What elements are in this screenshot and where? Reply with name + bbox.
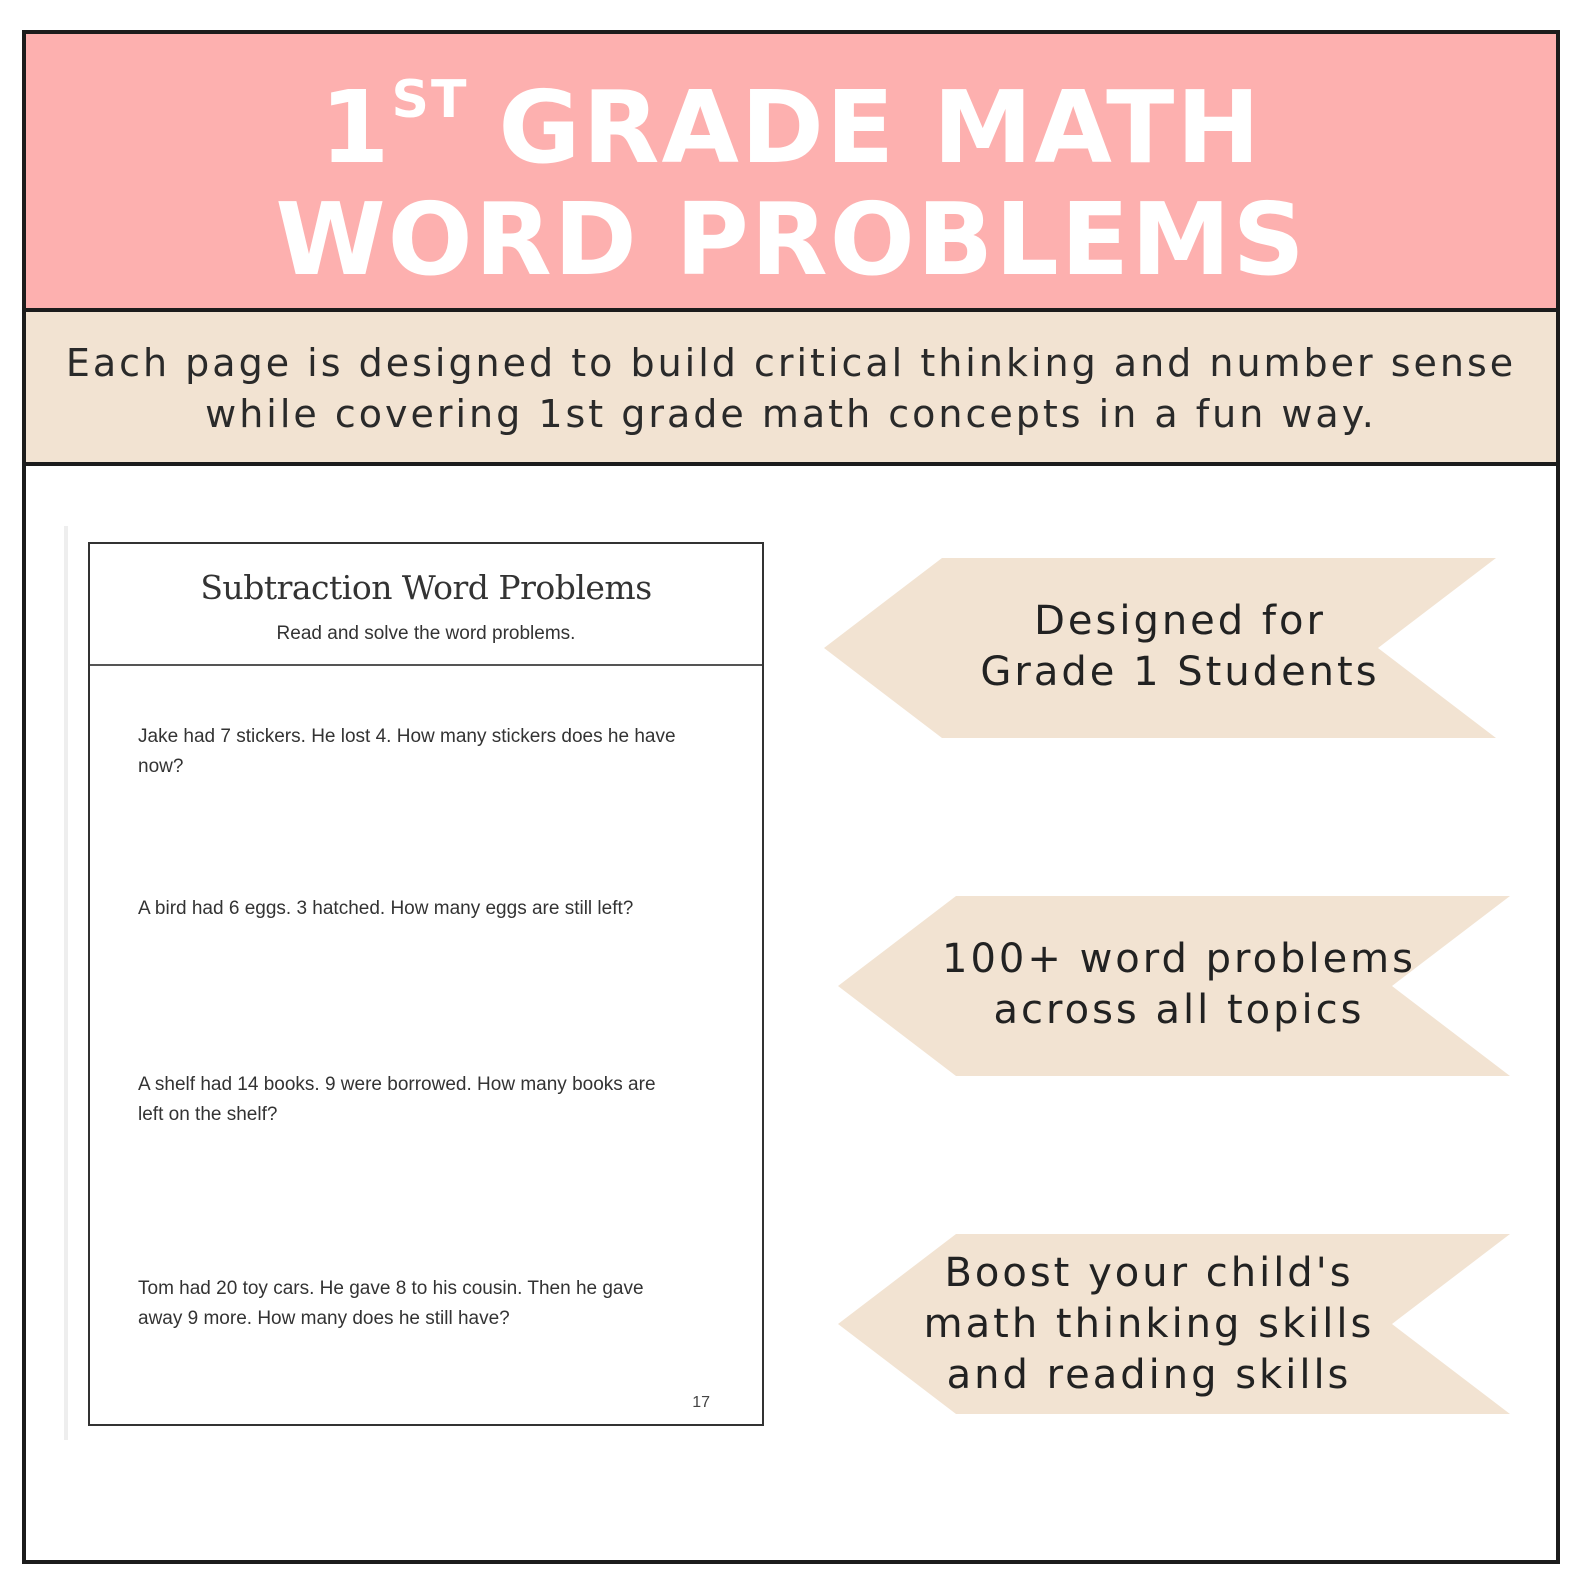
word-problem-line: Jake had 7 stickers. He lost 4. How many stickers does he have [138,726,676,747]
ribbon-text-line: Designed for [1034,598,1326,644]
word-problem [138,722,728,782]
description-line-2: while covering 1st grade math concepts in a fun way. [205,392,1377,436]
word-problem-line: A shelf had 14 books. 9 were borrowed. How many books are [138,1074,656,1095]
word-problem-line: away 9 more. How many does he still have? [138,1308,510,1329]
worksheet-title: Subtraction Word Problems [200,568,652,607]
feature-ribbon-3 [838,1234,1510,1414]
title-line-2: WORD PROBLEMS [275,181,1307,298]
feature-ribbon-1 [824,558,1496,738]
description-line-1: Each page is designed to build critical thinking and number sense [65,341,1517,385]
ribbon-text-line: and reading skills [946,1352,1352,1398]
word-problem [138,894,728,924]
title-banner [26,34,1556,312]
word-problem-line: now? [138,756,184,777]
ribbon-text-line: Grade 1 Students [980,649,1380,695]
worksheet-preview [88,542,764,1426]
ribbon-text-line: math thinking skills [923,1301,1375,1347]
worksheet-header [90,544,762,666]
word-problem-line: Tom had 20 toy cars. He gave 8 to his cousin. Then he gave [138,1278,644,1299]
ribbon-text-line: 100+ word problems [942,936,1416,982]
ribbon-text [848,934,1510,1036]
ribbon-text [864,596,1496,698]
word-problem [138,1274,728,1334]
title-rest: GRADE MATH [498,69,1263,186]
product-frame [22,30,1560,1564]
title-line-1 [26,69,1556,186]
word-problem-line: left on the shelf? [138,1104,278,1125]
ribbon-text-line: across all topics [993,987,1365,1033]
word-problem [138,1070,728,1130]
description-band [26,312,1556,466]
feature-ribbon-2 [838,896,1510,1076]
ribbon-text [838,1248,1460,1401]
ribbon-text-line: Boost your child's [944,1250,1354,1296]
title-number: 1 [319,69,392,186]
word-problem-line: A bird had 6 eggs. 3 hatched. How many eggs are still left? [138,898,634,919]
worksheet-instructions: Read and solve the word problems. [276,623,576,644]
title-ordinal-suffix: ST [391,70,469,130]
page-number: 17 [692,1394,710,1411]
page-edge-shadow [64,526,68,1440]
